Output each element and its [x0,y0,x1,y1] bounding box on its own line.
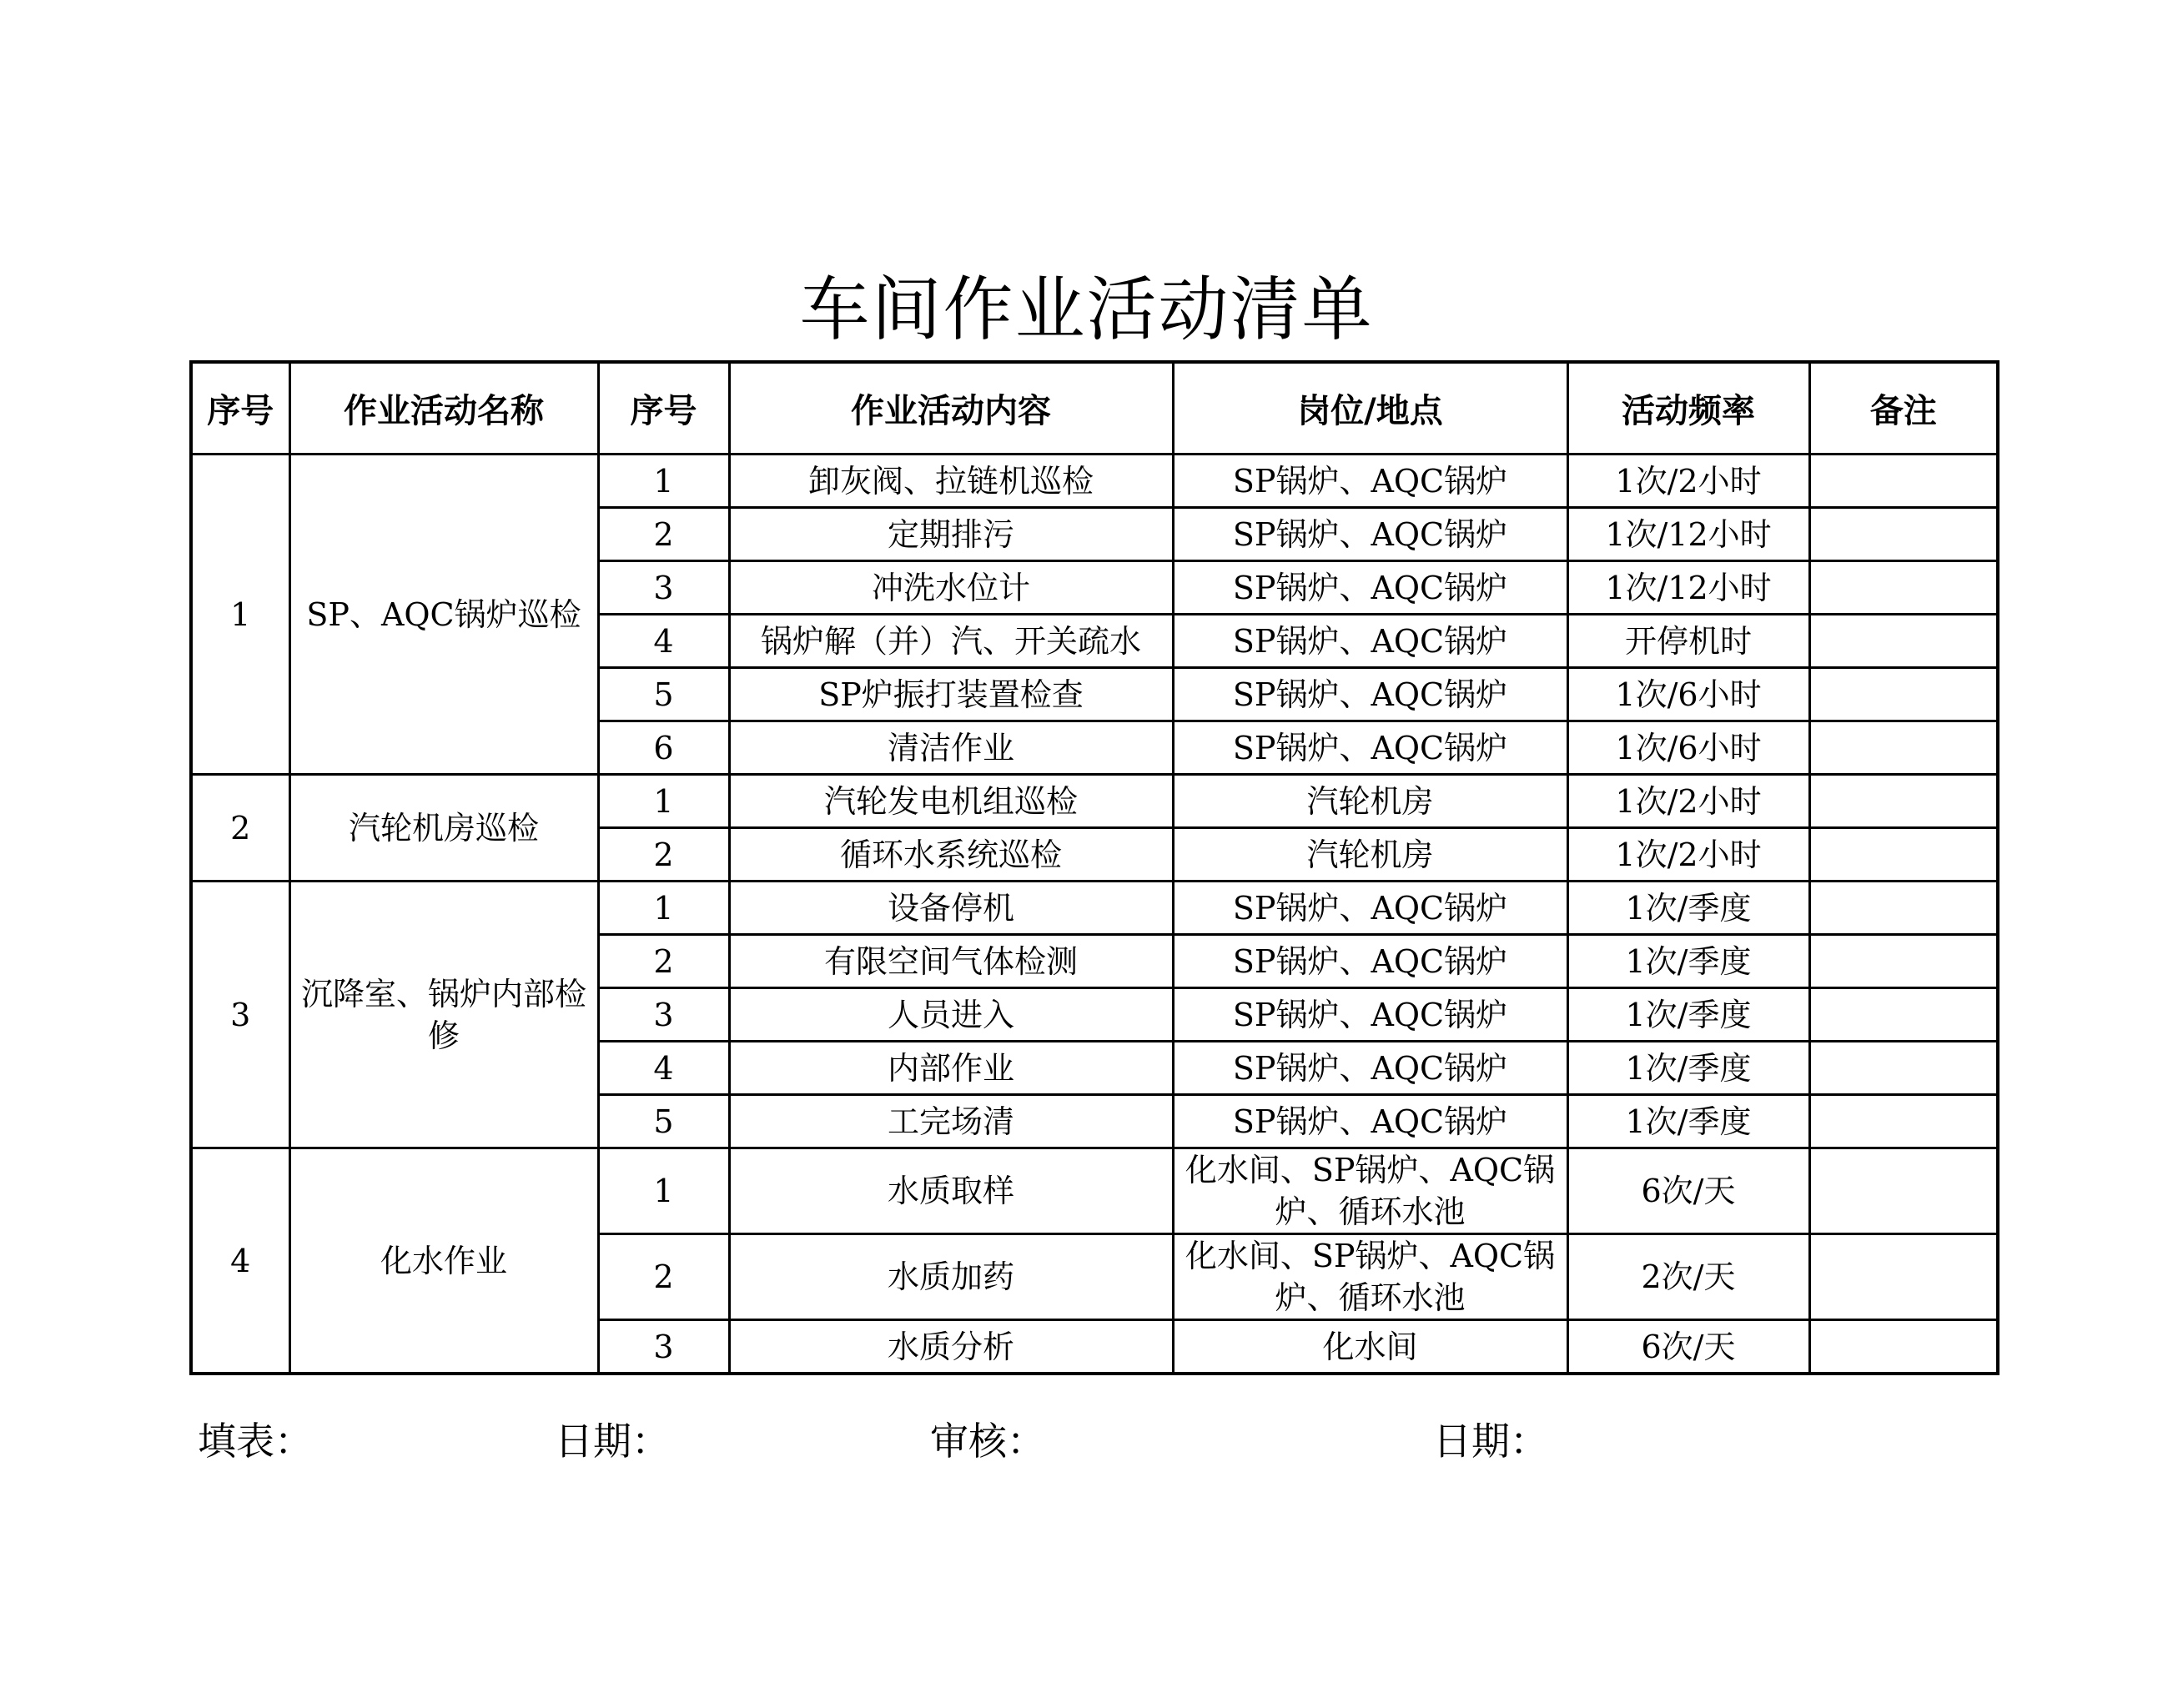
item-frequency: 6次/天 [1567,1320,1809,1374]
item-seq: 2 [598,508,729,561]
item-location: SP锅炉、AQC锅炉 [1173,988,1567,1042]
item-seq: 6 [598,721,729,775]
header-frequency: 活动频率 [1567,362,1809,455]
item-seq: 2 [598,1234,729,1320]
footer-review-date-label: 日期： [1433,1419,1548,1464]
item-location: SP锅炉、AQC锅炉 [1173,561,1567,615]
item-location: SP锅炉、AQC锅炉 [1173,935,1567,988]
item-content: 冲洗水位计 [729,561,1173,615]
group-name: SP、AQC锅炉巡检 [289,455,598,775]
header-activity-content: 作业活动内容 [729,362,1173,455]
item-remark [1809,721,1998,775]
item-remark [1809,615,1998,668]
item-remark [1809,1234,1998,1320]
item-frequency: 1次/2小时 [1567,828,1809,882]
item-location: 汽轮机房 [1173,828,1567,882]
item-seq: 1 [598,455,729,508]
item-location: SP锅炉、AQC锅炉 [1173,508,1567,561]
item-frequency: 1次/12小时 [1567,508,1809,561]
item-frequency: 1次/2小时 [1567,775,1809,828]
header-location: 岗位/地点 [1173,362,1567,455]
item-content: 水质加药 [729,1234,1173,1320]
item-seq: 5 [598,1095,729,1148]
item-content: 设备停机 [729,882,1173,935]
footer-date-label: 日期： [555,1419,670,1464]
item-location: 化水间、SP锅炉、AQC锅炉、循环水池 [1173,1148,1567,1234]
group-seq: 4 [191,1148,289,1374]
header-activity-name: 作业活动名称 [289,362,598,455]
item-location: SP锅炉、AQC锅炉 [1173,1042,1567,1095]
item-content: 循环水系统巡检 [729,828,1173,882]
item-frequency: 1次/6小时 [1567,668,1809,721]
group-name: 汽轮机房巡检 [289,775,598,882]
item-location: 化水间 [1173,1320,1567,1374]
item-location: 化水间、SP锅炉、AQC锅炉、循环水池 [1173,1234,1567,1320]
item-frequency: 1次/季度 [1567,882,1809,935]
group-seq: 2 [191,775,289,882]
item-remark [1809,508,1998,561]
item-remark [1809,561,1998,615]
item-seq: 3 [598,1320,729,1374]
item-frequency: 1次/季度 [1567,1095,1809,1148]
header-sub-seq: 序号 [598,362,729,455]
group-seq: 3 [191,882,289,1148]
item-location: SP锅炉、AQC锅炉 [1173,1095,1567,1148]
item-content: 有限空间气体检测 [729,935,1173,988]
item-remark [1809,455,1998,508]
item-content: 内部作业 [729,1042,1173,1095]
header-remark: 备注 [1809,362,1998,455]
table-row [191,1148,1998,1234]
item-seq: 2 [598,935,729,988]
item-seq: 1 [598,1148,729,1234]
header-seq: 序号 [191,362,289,455]
item-remark [1809,1042,1998,1095]
item-location: SP锅炉、AQC锅炉 [1173,668,1567,721]
item-content: 汽轮发电机组巡检 [729,775,1173,828]
item-content: 清洁作业 [729,721,1173,775]
item-location: 汽轮机房 [1173,775,1567,828]
item-seq: 3 [598,988,729,1042]
item-location: SP锅炉、AQC锅炉 [1173,615,1567,668]
group-name: 沉降室、锅炉内部检修 [289,882,598,1148]
item-frequency: 开停机时 [1567,615,1809,668]
table-row [191,882,1998,935]
item-seq: 4 [598,615,729,668]
footer-reviewer-label: 审核： [930,1419,1045,1464]
item-seq: 4 [598,1042,729,1095]
item-content: 定期排污 [729,508,1173,561]
item-content: 水质分析 [729,1320,1173,1374]
item-remark [1809,988,1998,1042]
item-location: SP锅炉、AQC锅炉 [1173,721,1567,775]
group-seq: 1 [191,455,289,775]
item-seq: 1 [598,882,729,935]
item-frequency: 1次/12小时 [1567,561,1809,615]
item-content: 水质取样 [729,1148,1173,1234]
item-content: 卸灰阀、拉链机巡检 [729,455,1173,508]
item-frequency: 6次/天 [1567,1148,1809,1234]
item-location: SP锅炉、AQC锅炉 [1173,882,1567,935]
item-remark [1809,668,1998,721]
item-frequency: 1次/季度 [1567,1042,1809,1095]
item-remark [1809,1320,1998,1374]
item-seq: 2 [598,828,729,882]
item-content: SP炉振打装置检查 [729,668,1173,721]
header-row [191,362,1998,455]
table-row [191,455,1998,508]
item-frequency: 2次/天 [1567,1234,1809,1320]
item-seq: 5 [598,668,729,721]
item-content: 锅炉解（并）汽、开关疏水 [729,615,1173,668]
page-title: 车间作业活动清单 [799,269,1374,350]
item-remark [1809,828,1998,882]
item-remark [1809,1148,1998,1234]
item-frequency: 1次/2小时 [1567,455,1809,508]
item-frequency: 1次/季度 [1567,935,1809,988]
item-seq: 3 [598,561,729,615]
item-content: 工完场清 [729,1095,1173,1148]
item-remark [1809,935,1998,988]
table-row [191,775,1998,828]
item-frequency: 1次/6小时 [1567,721,1809,775]
footer-filler-label: 填表： [198,1419,313,1464]
item-content: 人员进入 [729,988,1173,1042]
group-name: 化水作业 [289,1148,598,1374]
item-remark [1809,882,1998,935]
activity-table [189,360,1999,1375]
item-remark [1809,1095,1998,1148]
item-location: SP锅炉、AQC锅炉 [1173,455,1567,508]
item-remark [1809,775,1998,828]
item-seq: 1 [598,775,729,828]
item-frequency: 1次/季度 [1567,988,1809,1042]
